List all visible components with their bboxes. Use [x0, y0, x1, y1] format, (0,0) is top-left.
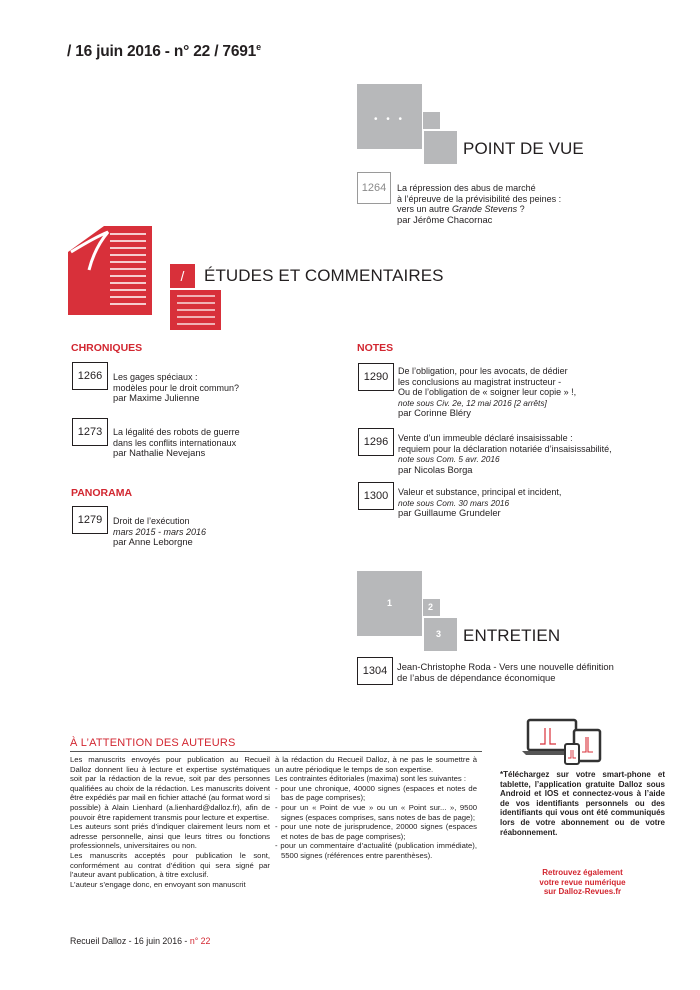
- article-title-line: à l’épreuve de la prévisibilité des peines :: [397, 193, 562, 204]
- article-ref[interactable]: 1266: [72, 362, 108, 390]
- documents-icon: [68, 222, 172, 326]
- article-title-line: Jean-Christophe Roda - Vers une nouvelle définition: [397, 661, 614, 672]
- section-title-etudes: ÉTUDES ET COMMENTAIRES: [204, 266, 444, 285]
- article-title-line: Ou de l’obligation de « soigner leur copie » !,: [398, 387, 577, 397]
- article-author: par Nathalie Nevejans: [113, 447, 206, 458]
- divider: [70, 751, 482, 752]
- authors-notice-title: À L’ATTENTION DES AUTEURS: [70, 737, 236, 749]
- square-2-icon: [423, 599, 440, 616]
- title-text: ?: [517, 204, 525, 214]
- article-title-line: La répression des abus de marché: [397, 183, 536, 193]
- notice-paragraph: Les contraintes éditoriales (maxima) sont les suivantes :: [275, 774, 466, 784]
- article-note: note sous Com. 5 avr. 2016: [398, 454, 500, 464]
- article-note: note sous Com. 30 mars 2016: [398, 497, 510, 508]
- notice-paragraph: à la rédaction du Recueil Dalloz, à ne pas le soumettre à un autre périodique le temps de son expertise.: [275, 755, 477, 774]
- issue-suffix: e: [256, 42, 261, 52]
- article-title-line: modèles pour le droit commun?: [113, 382, 240, 393]
- notice-paragraph: Les manuscrits envoyés pour publication au Recueil Dalloz donnent lieu à lecture et expertise systématiques soit par la rédaction de la revue, soit par des personnes qualifiées au choix de la rédaction. Les manuscrits doivent être expédiés par mail en fichier attaché (au format word si possible) à Alain Lienhard (a.lienhard@dalloz.fr), afin de pouvoir être rapidement transmis pour lecture et expertise.: [70, 755, 270, 822]
- category-notes: NOTES: [357, 342, 394, 354]
- article-ref[interactable]: 1304: [357, 657, 393, 685]
- article-entry[interactable]: [113, 372, 239, 404]
- document-shape: [68, 226, 152, 315]
- square-label: 2: [428, 602, 434, 612]
- article-title-line: les conclusions au magistrat instructeur -: [398, 376, 562, 387]
- article-title-line: Valeur et substance, principal et incident,: [398, 487, 562, 497]
- footer-text: Recueil Dalloz - 16 juin 2016 -: [70, 936, 190, 946]
- article-entry[interactable]: [398, 433, 612, 475]
- promo-link[interactable]: sur Dalloz-Revues.fr: [543, 887, 622, 897]
- article-entry[interactable]: [398, 366, 576, 419]
- article-entry[interactable]: [113, 516, 206, 548]
- big-square-icon: [357, 84, 422, 149]
- notice-paragraph: Les auteurs sont priés d’indiquer clairement leurs nom et adresse personnelle, ainsi que leurs titres ou fonctions professionnels, universitaires ou non.: [70, 822, 270, 851]
- small-document-icon: [170, 290, 221, 330]
- article-author: par Guillaume Grundeler: [398, 507, 501, 518]
- title-text: vers un autre: [397, 204, 453, 214]
- article-author: par Jérôme Chacornac: [397, 213, 493, 225]
- article-title-line: de l’abus de dépendance économique: [397, 671, 556, 683]
- article-note: note sous Civ. 2e, 12 mai 2016 [2 arrêts]: [398, 397, 547, 408]
- small-square-icon: [423, 112, 440, 129]
- footer-issue-number: n° 22: [189, 936, 211, 946]
- article-entry[interactable]: [397, 662, 614, 683]
- article-ref[interactable]: 1264: [357, 172, 391, 204]
- article-author: par Anne Leborgne: [113, 536, 193, 547]
- section-title-point-de-vue: POINT DE VUE: [463, 139, 584, 158]
- notice-paragraph: L’auteur s’engage donc, en envoyant son manuscrit: [70, 879, 246, 889]
- article-ref[interactable]: 1300: [358, 482, 394, 510]
- article-author: par Maxime Julienne: [113, 392, 200, 403]
- square-label: 1: [387, 598, 393, 608]
- square-3-icon: [424, 618, 457, 651]
- article-title-line: Vente d’un immeuble déclaré insaisissable :: [398, 433, 573, 443]
- article-entry[interactable]: [397, 183, 561, 225]
- authors-notice-column-2: [275, 755, 477, 861]
- article-title-line: dans les conflits internationaux: [113, 437, 237, 448]
- article-title-line: Droit de l’exécution: [113, 516, 190, 526]
- title-italic: Grande Stevens: [452, 204, 518, 214]
- square-1-icon: [357, 571, 422, 636]
- issue-header: [67, 42, 261, 61]
- article-entry[interactable]: [398, 487, 561, 519]
- authors-notice-column-1: [70, 755, 270, 889]
- issue-date-line: / 16 juin 2016 - n° 22 / 7691: [67, 43, 257, 61]
- article-ref[interactable]: 1296: [358, 428, 394, 456]
- notice-list-item: - pour un « Point de vue » ou un « Point sur... », 9500 signes (espaces comprises, sans notes de bas de page);: [275, 802, 477, 822]
- article-author: par Nicolas Borga: [398, 463, 473, 475]
- article-ref[interactable]: 1279: [72, 506, 108, 534]
- article-author: par Corinne Bléry: [398, 407, 471, 418]
- devices-icon: [520, 717, 610, 765]
- article-title-line: requiem pour la déclaration notariée d’insaisissabilité,: [398, 443, 612, 454]
- slash-box: /: [170, 264, 195, 288]
- app-download-text: *Téléchargez sur votre smart-phone et tablette, l’application gratuite Dalloz sous Android et IOS et connectez-vous à l’aide de vos identifiants personnels ou des identifiants qui vous ont été communiqués lors de votre abonnement ou de votre réabonnement.: [500, 770, 665, 837]
- notice-list-item: - pour une note de jurisprudence, 20000 signes (espaces et notes de bas de page comprises);: [275, 822, 477, 841]
- notice-list-item: - pour une chronique, 40000 signes (espaces et notes de bas de page comprises);: [275, 783, 477, 803]
- page-footer: [70, 936, 210, 946]
- article-title-line: [397, 204, 561, 215]
- promo-line: Retrouvez également: [542, 868, 623, 877]
- category-panorama: PANORAMA: [71, 487, 133, 499]
- dots-icon: • • •: [373, 114, 406, 125]
- article-title-line: La légalité des robots de guerre: [113, 427, 240, 437]
- article-entry[interactable]: [113, 427, 240, 459]
- notice-list-item: - pour un commentaire d’actualité (publication immédiate), 5500 signes (références entre parenthèses).: [275, 841, 477, 860]
- category-chroniques: CHRONIQUES: [71, 342, 143, 354]
- article-title-line: De l’obligation, pour les avocats, de dédier: [398, 366, 568, 376]
- article-ref[interactable]: 1290: [358, 363, 394, 391]
- notice-paragraph: Les manuscrits acceptés pour publication le sont, conformément au contrat d’édition qui sera signé par l’auteur avant publication, à titre exclusif.: [70, 850, 270, 880]
- medium-square-icon: [424, 131, 457, 164]
- square-label: 3: [436, 629, 442, 639]
- article-ref[interactable]: 1273: [72, 418, 108, 446]
- section-title-entretien: ENTRETIEN: [463, 626, 561, 645]
- article-title-line: Les gages spéciaux :: [113, 372, 198, 382]
- online-promo: [500, 868, 665, 897]
- promo-line: votre revue numérique: [539, 877, 626, 887]
- article-period: mars 2015 - mars 2016: [113, 526, 207, 537]
